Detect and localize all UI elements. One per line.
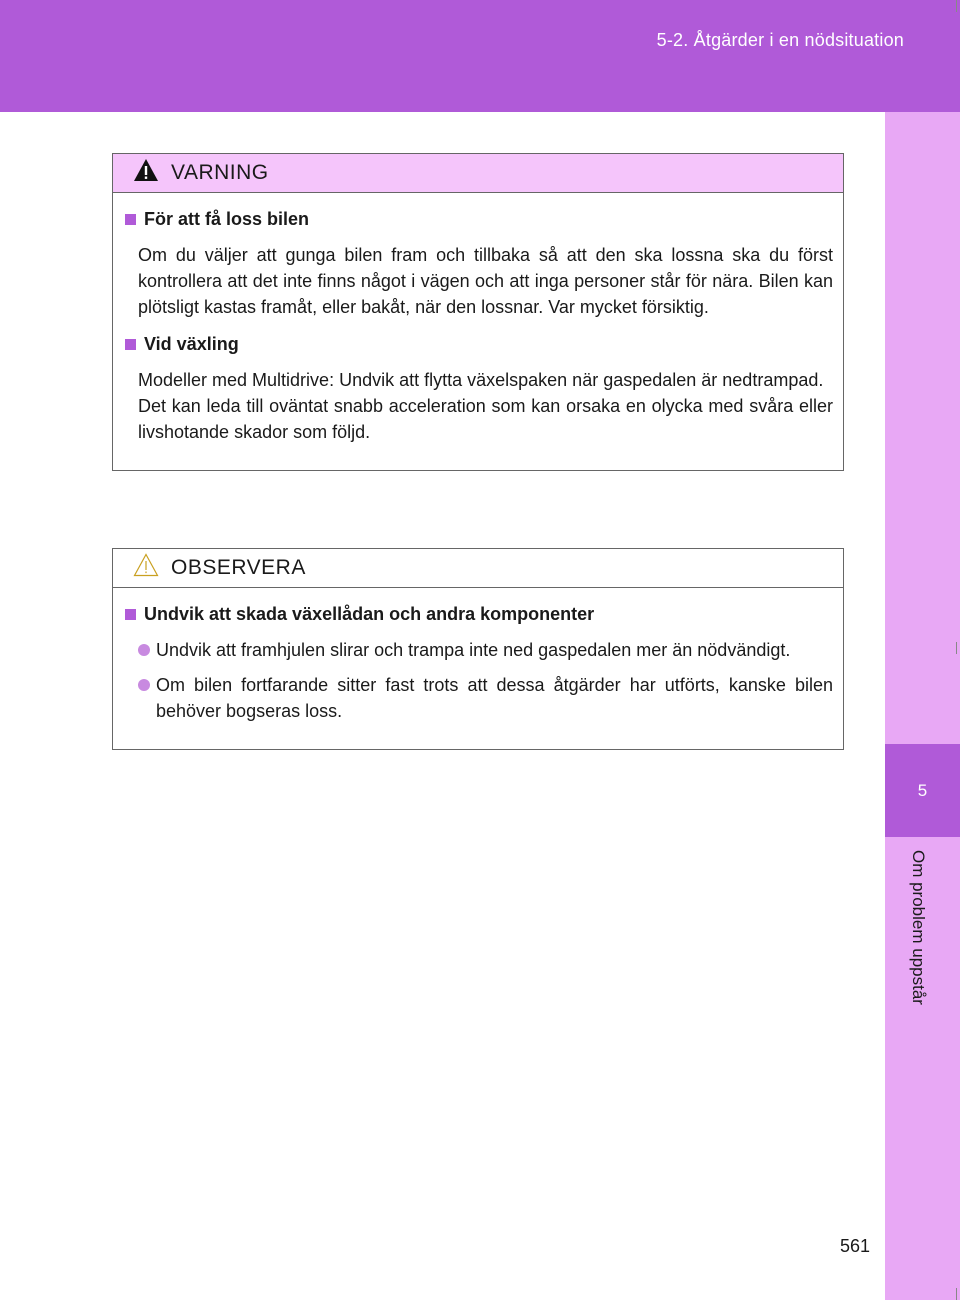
notice-body [113, 588, 843, 749]
paragraph: Om du väljer att gunga bilen fram och tillbaka så att den ska lossna ska du först kontrollera att det inte finns något i vägen och att inga personer står för nära. Bilen kan plötsligt kastas framåt, eller bakåt, när den lossnar. Var mycket försiktig. [138, 245, 833, 317]
chapter-number: 5 [885, 744, 960, 837]
item-heading-text: Vid växling [144, 334, 239, 354]
crop-mark [956, 1288, 957, 1300]
circle-bullet-icon [138, 644, 150, 656]
warning-body [113, 193, 843, 470]
item-heading-text: Undvik att skada växellådan och andra komponenter [144, 604, 595, 624]
chapter-label: Om problem uppstår [909, 850, 928, 1005]
list-item-text: Undvik att framhjulen slirar och trampa inte ned gaspedalen mer än nödvändigt. [156, 640, 791, 660]
side-tab [885, 112, 960, 1300]
square-bullet-icon [125, 339, 136, 350]
notice-header [113, 549, 843, 588]
list-item [138, 637, 833, 663]
caution-triangle-icon [133, 553, 159, 583]
square-bullet-icon [125, 609, 136, 620]
item-heading [125, 334, 833, 355]
crop-mark [956, 0, 957, 12]
square-bullet-icon [125, 214, 136, 225]
warning-triangle-icon [133, 158, 159, 188]
item-heading-text: För att få loss bilen [144, 209, 310, 229]
circle-bullet-icon [138, 679, 150, 691]
warning-box [112, 153, 844, 471]
warning-header [113, 154, 843, 193]
header-bar [0, 0, 960, 112]
item-heading [125, 604, 833, 625]
paragraph: Det kan leda till oväntat snabb acceleration som kan orsaka en olycka med svåra eller livshotande skador som följd. [138, 396, 833, 442]
paragraph: Modeller med Multidrive: Undvik att flytta växelspaken när gaspedalen är nedtrampad. [138, 370, 824, 390]
list-item [138, 672, 833, 724]
crop-mark [956, 642, 957, 654]
list-item-text: Om bilen fortfarande sitter fast trots att dessa åtgärder har utförts, kanske bilen behöver bogseras loss. [156, 675, 833, 721]
section-title: 5-2. Åtgärder i en nödsituation [656, 30, 904, 50]
notice-box [112, 548, 844, 750]
warning-title: VARNING [171, 161, 269, 184]
notice-title: OBSERVERA [171, 556, 306, 579]
page-number: 561 [840, 1236, 871, 1256]
item-heading [125, 209, 833, 230]
